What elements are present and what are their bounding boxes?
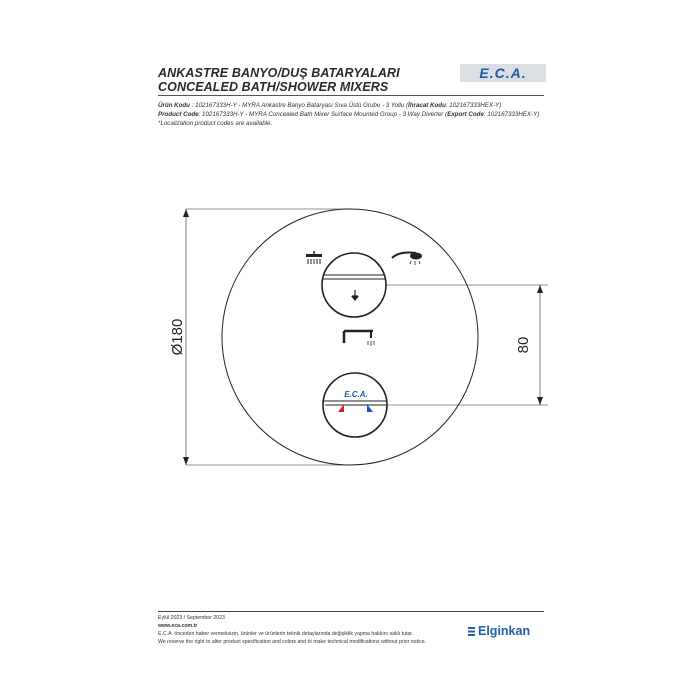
localization-note: *Localization product codes are available. (158, 120, 273, 127)
product-code-tr-label: Ürün Kodu (158, 102, 190, 109)
diverter-knob (322, 253, 386, 317)
cover-plate (222, 209, 478, 465)
export-code-en-label: Export Code (447, 111, 484, 118)
footer-disclaimer-en: We reserve the right to alter product specification and colors and to make technical modifications without prior notice. (158, 639, 427, 645)
elginkan-logo (468, 624, 530, 638)
product-code-en-label: Product Code (158, 111, 199, 118)
export-code-en-value: : 102167333HEX-Y) (483, 111, 540, 118)
export-code-tr-value: : 102167333HEX-Y) (445, 102, 502, 109)
product-code-en-value: : 102167333H-Y - MYRA Concealed Bath Mixer Surface Mounted Group - 3 Way Diverter ( (198, 111, 448, 118)
footer-divider (158, 611, 544, 612)
diameter-arrow-top (183, 209, 189, 217)
bath-spout-icon (344, 331, 374, 346)
export-code-tr-label: İhracat Kodu (408, 102, 446, 109)
down-arrow-icon (351, 290, 359, 301)
footer-date: Eylül 2023 / September 2023 (158, 615, 225, 621)
title-turkish: ANKASTRE BANYO/DUŞ BATARYALARI (158, 66, 400, 80)
brand-logo: E.C.A. (479, 65, 527, 81)
distance-arrow-top (537, 285, 543, 293)
diameter-arrow-bottom (183, 457, 189, 465)
distance-label: 80 (515, 336, 532, 354)
title-english: CONCEALED BATH/SHOWER MIXERS (158, 80, 389, 94)
knob-brand-logo: E.C.A. (344, 390, 368, 399)
elginkan-mark-icon (468, 627, 475, 636)
product-code-tr-value: : 102167333H-Y - MYRA Ankastre Banyo Bataryası Sıva Üstü Grubu - 3 Yollu ( (191, 102, 409, 109)
hand-shower-icon (392, 253, 422, 266)
footer-disclaimer-tr: E.C.A. önceden haber vermeksizin, ürünler ve ürünlerin teknik detaylarında değişiklik yapma hakkını saklı tutar. (158, 631, 414, 637)
distance-arrow-bottom (537, 397, 543, 405)
footer-website[interactable]: www.eca.com.tr (158, 623, 198, 629)
overhead-shower-icon (306, 251, 322, 264)
elginkan-text: Elginkan (478, 624, 531, 638)
diameter-label: Ø180 (169, 318, 186, 356)
